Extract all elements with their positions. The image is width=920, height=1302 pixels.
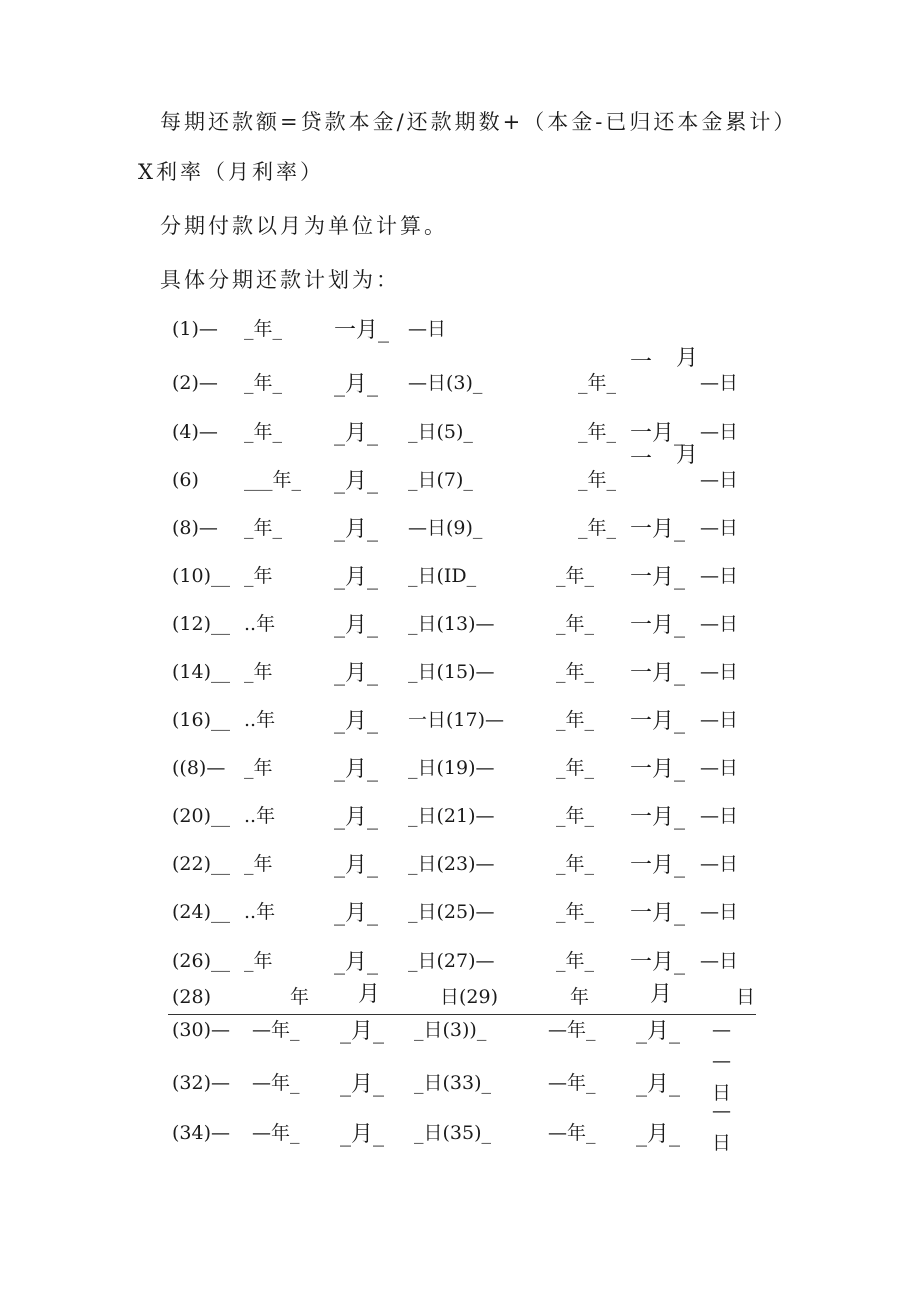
- schedule-cell-year-blank-2: _年_: [556, 565, 595, 587]
- schedule-cell-day-blank-2: —: [712, 1019, 731, 1041]
- schedule-cell-month-blank: _月_: [334, 709, 379, 734]
- schedule-cell-month-blank: _月_: [334, 613, 379, 638]
- schedule-cell-month-blank: _月_: [334, 661, 379, 686]
- schedule-cell-month-blank: _月_: [340, 1019, 385, 1044]
- schedule-cell-day-blank-next-period: _日(19)—: [408, 757, 495, 779]
- schedule-cell-year-blank: _年: [244, 853, 273, 875]
- schedule-cell-day-blank-2: —日: [700, 757, 739, 779]
- schedule-cell-day-blank-next-period: 日(29): [440, 986, 499, 1008]
- schedule-cell-period-label: (16)__: [172, 709, 231, 731]
- schedule-cell-period-label: (4)—: [172, 421, 218, 443]
- schedule-cell-day-blank-2: —日: [700, 565, 739, 587]
- schedule-cell-year-blank-2: _年_: [578, 421, 617, 443]
- schedule-cell-month-blank: 一月_: [334, 318, 390, 343]
- schedule-cell-day-blank-next-period: _日(21)—: [408, 805, 495, 827]
- schedule-cell-day-blank-next-period: _日(35)_: [414, 1122, 492, 1144]
- schedule-cell-period-label: (14)__: [172, 661, 231, 683]
- schedule-cell-month-blank: _月_: [334, 469, 379, 494]
- schedule-cell-month-blank-2: 一月_: [630, 805, 686, 830]
- schedule-cell-period-label: (30)—: [172, 1019, 231, 1041]
- schedule-cell-day-blank-next-period: —日: [408, 318, 447, 340]
- schedule-cell-month-blank: _月_: [334, 421, 379, 446]
- schedule-cell-month-blank-2: 一月_: [630, 901, 686, 926]
- schedule-cell-day-blank-2: —: [712, 1100, 731, 1122]
- schedule-cell-period-label: (26)__: [172, 950, 231, 972]
- schedule-cell-period-label: (8)—: [172, 517, 218, 539]
- schedule-cell-year-blank-2: _年_: [556, 709, 595, 731]
- schedule-cell-period-label: (20)__: [172, 805, 231, 827]
- schedule-cell-month-blank: _月_: [334, 805, 379, 830]
- schedule-cell-year-blank: _年: [244, 757, 273, 779]
- schedule-cell-day-blank-next-period: _日(3))_: [414, 1019, 487, 1041]
- schedule-cell-day-blank-next-period: _日(27)—: [408, 950, 495, 972]
- schedule-cell-day-blank-next-period: —日(3)_: [408, 372, 483, 394]
- schedule-cell-month-blank-2: 一月_: [630, 421, 686, 446]
- installment-unit-text: 分期付款以月为单位计算。: [160, 214, 448, 238]
- schedule-cell-year-blank-2: _年_: [556, 950, 595, 972]
- schedule-cell-day-blank-next-period: _日(23)—: [408, 853, 495, 875]
- schedule-cell-day-blank-2: —日: [700, 853, 739, 875]
- schedule-cell-month-blank: 月: [358, 982, 381, 1007]
- schedule-cell-period-label: (12)__: [172, 613, 231, 635]
- schedule-cell-month-blank-2: 一月_: [630, 853, 686, 878]
- schedule-cell-period-label: (1)—: [172, 318, 218, 340]
- schedule-cell-day-blank-next-period: _日(5)_: [408, 421, 473, 443]
- schedule-cell-day-blank-next-period: _日(25)—: [408, 901, 495, 923]
- schedule-cell-day-blank-2: —日: [700, 901, 739, 923]
- schedule-cell-day-blank-next-period: _日(13)—: [408, 613, 495, 635]
- schedule-cell-period-label: (34)—: [172, 1122, 231, 1144]
- schedule-cell-year-blank-2: _年_: [578, 372, 617, 394]
- schedule-cell-day-blank-3: —日: [700, 372, 739, 394]
- schedule-cell-year-blank-2: _年_: [578, 469, 617, 491]
- schedule-cell-year-blank: 年: [290, 986, 310, 1008]
- schedule-cell-month-blank: _月_: [334, 565, 379, 590]
- schedule-cell-month-blank: _月_: [334, 372, 379, 397]
- formula-line-2: X利率（月利率）: [138, 160, 324, 184]
- schedule-cell-period-label: (6): [172, 469, 199, 491]
- schedule-cell-year-blank-2: 年: [570, 986, 590, 1008]
- schedule-cell-year-blank: _年_: [244, 517, 283, 539]
- schedule-cell-month-blank-2: _月_: [636, 1122, 681, 1147]
- schedule-cell-year-blank-2: _年_: [578, 517, 617, 539]
- schedule-cell-month-blank-2: 一: [630, 447, 653, 472]
- schedule-cell-month-blank: _月_: [334, 950, 379, 975]
- schedule-cell-year-blank-2: _年_: [556, 853, 595, 875]
- schedule-cell-day-blank-2: —日: [700, 709, 739, 731]
- schedule-cell-month-blank: _月_: [340, 1072, 385, 1097]
- schedule-cell-month-blank-2: 一: [630, 350, 653, 375]
- schedule-cell-day-blank-3: 日: [712, 1082, 732, 1104]
- schedule-cell-day-blank-3: 日: [712, 1132, 732, 1154]
- schedule-cell-period-label: (32)—: [172, 1072, 231, 1094]
- schedule-cell-month-blank-2: 一月_: [630, 517, 686, 542]
- formula-line-1: 每期还款额=贷款本金/还款期数+（本金-已归还本金累计）: [160, 110, 798, 134]
- schedule-cell-day-blank-3: —日: [700, 469, 739, 491]
- schedule-cell-year-blank: _年_: [244, 318, 283, 340]
- schedule-cell-day-blank-2: —日: [700, 661, 739, 683]
- schedule-cell-year-blank-2: _年_: [556, 805, 595, 827]
- schedule-cell-month-blank-2: _月_: [636, 1019, 681, 1044]
- schedule-cell-day-blank-2: —日: [700, 805, 739, 827]
- schedule-cell-year-blank: ..年: [244, 901, 276, 923]
- schedule-cell-year-blank: _年_: [244, 372, 283, 394]
- schedule-cell-year-blank-2: _年_: [556, 757, 595, 779]
- schedule-cell-period-label: (2)—: [172, 372, 218, 394]
- schedule-cell-day-blank-2: —日: [700, 613, 739, 635]
- schedule-cell-month-blank-2: 一月_: [630, 613, 686, 638]
- schedule-cell-day-blank-2: 月: [676, 346, 699, 371]
- schedule-cell-day-blank-next-period: _日(33)_: [414, 1072, 492, 1094]
- schedule-cell-year-blank: ..年: [244, 805, 276, 827]
- schedule-cell-day-blank-next-period: _日(7)_: [408, 469, 473, 491]
- schedule-cell-day-blank-next-period: _日(ID_: [408, 565, 477, 587]
- schedule-cell-year-blank: —年_: [252, 1072, 300, 1094]
- schedule-cell-period-label: (10)__: [172, 565, 231, 587]
- schedule-cell-month-blank-2: 月: [650, 982, 673, 1007]
- schedule-cell-month-blank: _月_: [334, 757, 379, 782]
- schedule-cell-year-blank: _年: [244, 661, 273, 683]
- schedule-cell-period-label: (22)__: [172, 853, 231, 875]
- schedule-cell-month-blank-2: 一月_: [630, 757, 686, 782]
- schedule-cell-day-blank-next-period: —日(9)_: [408, 517, 483, 539]
- schedule-cell-day-blank-2: 月: [676, 443, 699, 468]
- schedule-cell-year-blank-2: _年_: [556, 661, 595, 683]
- schedule-cell-year-blank-2: _年_: [556, 613, 595, 635]
- schedule-cell-year-blank: —年_: [252, 1019, 300, 1041]
- schedule-cell-month-blank-2: 一月_: [630, 709, 686, 734]
- schedule-cell-year-blank-2: —年_: [548, 1019, 596, 1041]
- schedule-cell-month-blank: _月_: [334, 853, 379, 878]
- schedule-cell-day-blank-next-period: 一日(17)—: [408, 709, 505, 731]
- schedule-cell-month-blank: _月_: [334, 901, 379, 926]
- schedule-cell-year-blank-2: —年_: [548, 1072, 596, 1094]
- schedule-cell-year-blank: —年_: [252, 1122, 300, 1144]
- schedule-cell-year-blank: ..年: [244, 709, 276, 731]
- schedule-cell-year-blank: ___年_: [244, 469, 302, 491]
- schedule-cell-month-blank-2: 一月_: [630, 661, 686, 686]
- schedule-cell-month-blank-2: 一月_: [630, 950, 686, 975]
- schedule-cell-year-blank: ..年: [244, 613, 276, 635]
- schedule-cell-period-label: (28): [172, 986, 212, 1008]
- schedule-cell-year-blank: _年: [244, 565, 273, 587]
- schedule-cell-year-blank-2: —年_: [548, 1122, 596, 1144]
- schedule-cell-year-blank-2: _年_: [556, 901, 595, 923]
- schedule-cell-day-blank-2: 日: [736, 986, 756, 1008]
- schedule-cell-day-blank-2: —日: [700, 950, 739, 972]
- schedule-cell-day-blank-2: —日: [700, 517, 739, 539]
- schedule-cell-month-blank-2: 一月_: [630, 565, 686, 590]
- schedule-cell-day-blank-2: —日: [700, 421, 739, 443]
- schedule-cell-day-blank-next-period: _日(15)—: [408, 661, 495, 683]
- schedule-cell-month-blank: _月_: [334, 517, 379, 542]
- schedule-cell-month-blank: _月_: [340, 1122, 385, 1147]
- schedule-cell-month-blank-2: _月_: [636, 1072, 681, 1097]
- schedule-intro-text: 具体分期还款计划为：: [160, 268, 400, 292]
- schedule-cell-year-blank: _年: [244, 950, 273, 972]
- table-rule: [168, 1014, 756, 1015]
- schedule-cell-day-blank-2: —: [712, 1050, 731, 1072]
- schedule-cell-period-label: (24)__: [172, 901, 231, 923]
- schedule-cell-year-blank: _年_: [244, 421, 283, 443]
- schedule-cell-period-label: ((8)—: [172, 757, 226, 779]
